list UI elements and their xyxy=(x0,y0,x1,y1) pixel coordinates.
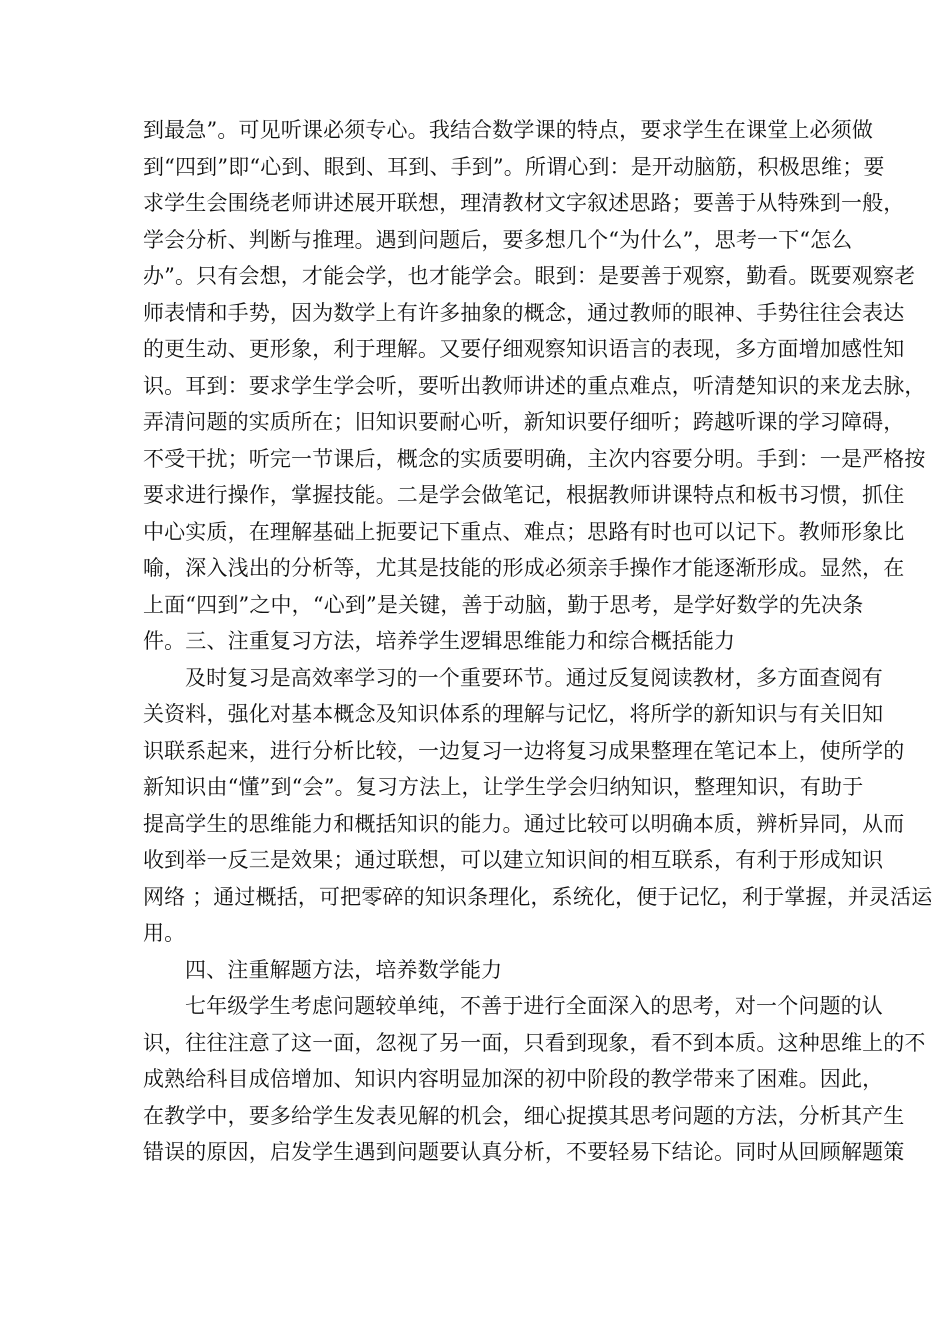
text-line: 网络 ；通过概括，可把零碎的知识条理化，系统化，便于记忆，利于掌握，并灵活运 xyxy=(143,884,933,909)
text-line: 办”。只有会想，才能会学，也才能学会。眼到：是要善于观察，勤看。既要观察老 xyxy=(143,264,916,288)
text-line: 关资料，强化对基本概念及知识体系的理解与记忆，将所学的新知识与有关旧知 xyxy=(143,702,884,726)
text-line: 识联系起来，进行分析比较，一边复习一边将复习成果整理在笔记本上，使所学的 xyxy=(143,738,905,763)
section-heading-line: 件。三、注重复习方法，培养学生逻辑思维能力和综合概括能力 xyxy=(143,629,736,653)
text-line: 师表情和手势，因为数学上有许多抽象的概念，通过教师的眼神、手势往往会表达 xyxy=(143,300,905,325)
text-line: 中心实质，在理解基础上扼要记下重点、难点；思路有时也可以记下。教师形象比 xyxy=(143,519,905,544)
text-line: 求学生会围绕老师讲述展开联想，理清教材文字叙述思路；要善于从特殊到一般， xyxy=(143,191,905,215)
text-line: 喻，深入浅出的分析等，尤其是技能的形成必须亲手操作才能逐渐形成。显然，在 xyxy=(143,556,905,580)
section-heading: 四、注重解题方法，培养数学能力 xyxy=(185,957,503,982)
text-line: 收到举一反三是效果；通过联想，可以建立知识间的相互联系，有利于形成知识 xyxy=(143,848,884,872)
text-line: 用。 xyxy=(143,921,186,945)
text-line: 错误的原因，启发学生遇到问题要认真分析，不要轻易下结论。同时从回顾解题策 xyxy=(143,1140,905,1164)
text-line: 新知识由“懂”到“会”。复习方法上，让学生学会归纳知识，整理知识，有助于 xyxy=(143,775,864,799)
paragraph-first-line: 及时复习是高效率学习的一个重要环节。通过反复阅读教材，多方面查阅有 xyxy=(185,665,883,690)
text-line: 弄清问题的实质所在；旧知识要耐心听，新知识要仔细听；跨越听课的学习障碍， xyxy=(143,410,905,434)
text-line: 学会分析、判断与推理。遇到问题后，要多想几个“为什么”，思考一下“怎么 xyxy=(143,227,853,252)
text-line: 到“四到”即“心到、眼到、耳到、手到”。所谓心到：是开动脑筋，积极思维；要 xyxy=(143,154,885,179)
text-line: 上面“四到”之中，“心到”是关键，善于动脑，勤于思考，是学好数学的先决条 xyxy=(143,592,864,617)
document-body xyxy=(143,112,933,1171)
text-line: 成熟给科目成倍增加、知识内容明显加深的初中阶段的教学带来了困难。因此， xyxy=(143,1067,884,1091)
text-line: 到最急”。可见听课必须专心。我结合数学课的特点，要求学生在课堂上必须做 xyxy=(143,118,873,142)
text-line: 识，往往注意了这一面，忽视了另一面，只看到现象，看不到本质。这种思维上的不 xyxy=(143,1030,926,1055)
text-line: 要求进行操作，掌握技能。二是学会做笔记，根据教师讲课特点和板书习惯，抓住 xyxy=(143,483,905,507)
text-line: 的更生动、更形象，利于理解。又要仔细观察知识语言的表现，多方面增加感性知 xyxy=(143,337,905,361)
text-line: 提高学生的思维能力和概括知识的能力。通过比较可以明确本质，辨析异同，从而 xyxy=(143,811,905,836)
paragraph-first-line: 七年级学生考虑问题较单纯，不善于进行全面深入的思考，对一个问题的认 xyxy=(185,994,883,1018)
text-line: 识。耳到：要求学生学会听，要听出教师讲述的重点难点，听清楚知识的来龙去脉， xyxy=(143,373,926,398)
text-line: 不受干扰；听完一节课后，概念的实质要明确，主次内容要分明。手到：一是严格按 xyxy=(143,446,926,471)
text-line: 在教学中，要多给学生发表见解的机会，细心捉摸其思考问题的方法，分析其产生 xyxy=(143,1103,905,1128)
